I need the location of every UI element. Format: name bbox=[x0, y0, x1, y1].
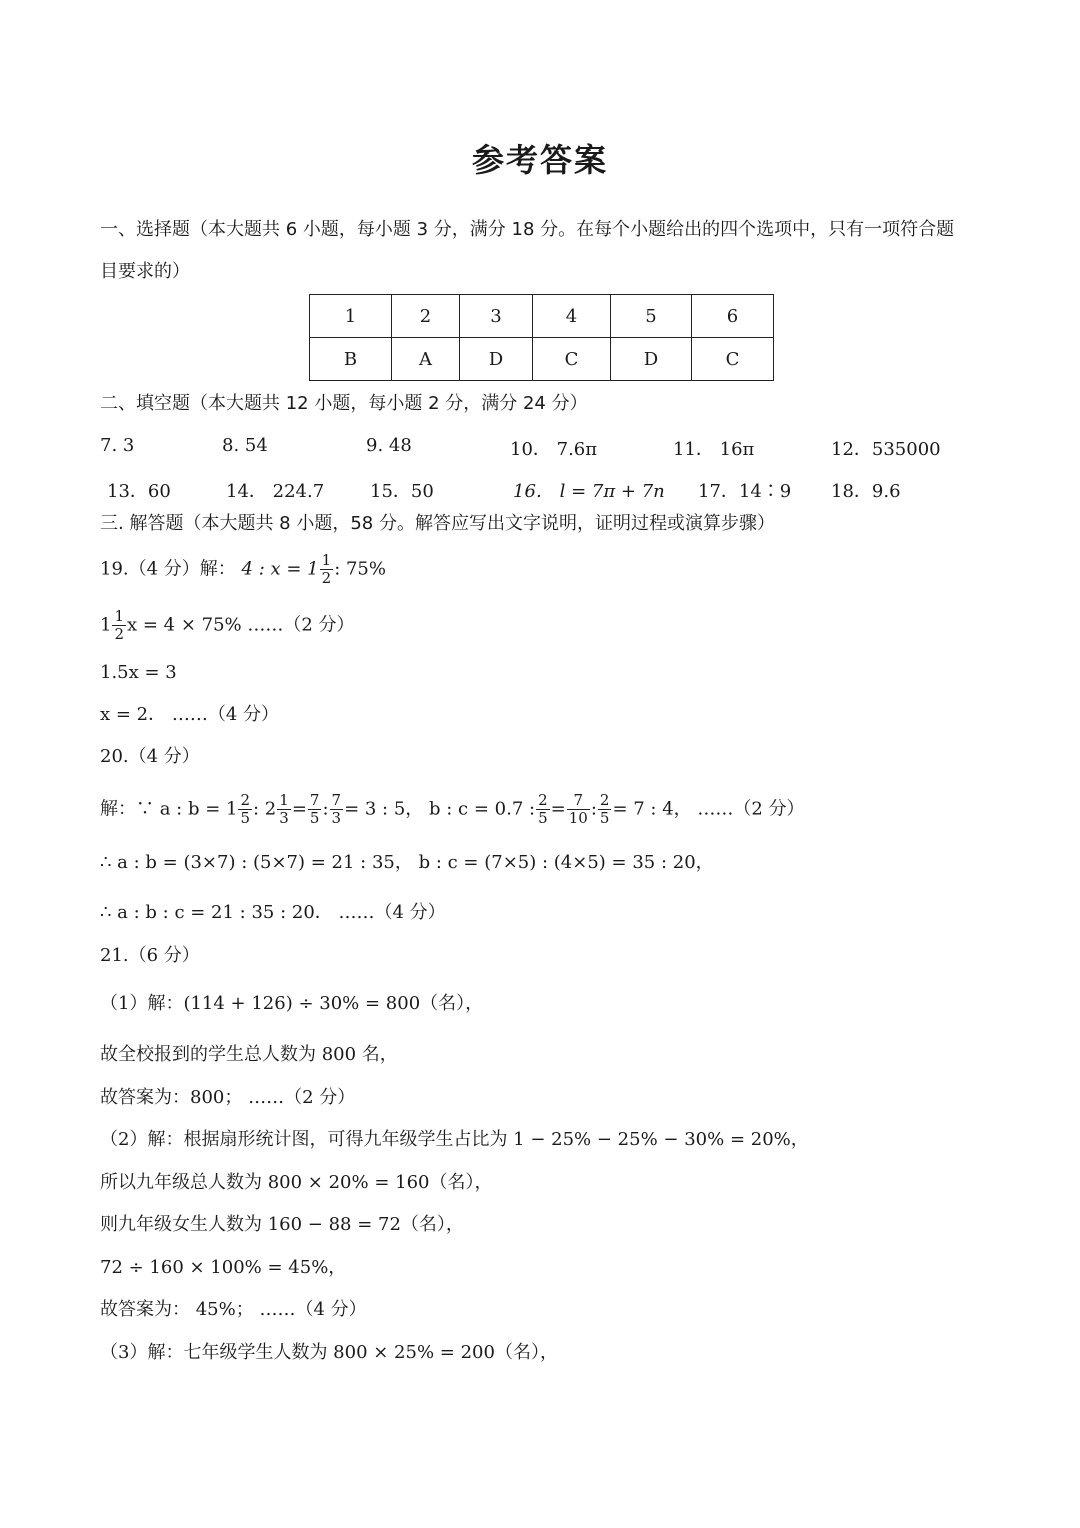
fraction-numerator: 7 bbox=[331, 791, 342, 809]
q21-part2: 故全校报到的学生总人数为 800 名， bbox=[100, 1044, 398, 1065]
fill-answer-10: 10． 7.6π bbox=[510, 439, 598, 460]
q21-part7: 72 ÷ 160 × 100% = 45%， bbox=[100, 1257, 347, 1278]
table-cell: B bbox=[310, 338, 392, 381]
q20-line1 bbox=[100, 792, 805, 827]
q20-text: = bbox=[550, 798, 566, 820]
fraction-denominator: 3 bbox=[331, 809, 342, 827]
section1-heading-line1: 一、选择题（本大题共 6 小题，每小题 3 分，满分 18 分。在每个小题给出的四个选项中，只有一项符合题 bbox=[100, 219, 955, 240]
q21-part6: 则九年级女生人数为 160 − 88 = 72（名）， bbox=[100, 1214, 464, 1235]
q19-step-part: x = 4 × 75% ……（2 分） bbox=[127, 614, 355, 636]
fraction-denominator: 10 bbox=[568, 809, 588, 827]
q19-equation bbox=[100, 552, 386, 587]
fraction bbox=[536, 792, 550, 827]
fraction-numerator: 1 bbox=[321, 551, 332, 569]
q20-text: = 3 : 5， b : c = 0.7 : bbox=[344, 798, 536, 820]
fraction-denominator: 2 bbox=[114, 625, 124, 643]
table-row-answers bbox=[310, 338, 774, 381]
fill-answer-12: 12．535000 bbox=[831, 439, 941, 460]
q21-part4: （2）解：根据扇形统计图，可得九年级学生占比为 1 − 25% − 25% − 30% = 20%， bbox=[100, 1129, 809, 1150]
table-cell: C bbox=[533, 338, 611, 381]
fraction bbox=[308, 792, 322, 827]
q19-eq-part: : 75% bbox=[334, 558, 386, 580]
fill-answer-14: 14． 224.7 bbox=[226, 481, 325, 502]
q21-part9: （3）解：七年级学生人数为 800 × 25% = 200（名）， bbox=[100, 1342, 558, 1363]
section3-heading: 三. 解答题（本大题共 8 小题，58 分。解答应写出文字说明，证明过程或演算步骤） bbox=[100, 513, 775, 534]
table-row-numbers bbox=[310, 295, 774, 338]
q21-part1: （1）解：(114 + 126) ÷ 30% = 800（名）， bbox=[100, 993, 484, 1014]
fraction-numerator: 7 bbox=[567, 792, 590, 810]
table-cell: 3 bbox=[460, 295, 533, 338]
fraction bbox=[238, 792, 252, 827]
table-cell: 5 bbox=[611, 295, 692, 338]
q19-step3: x = 2． ……（4 分） bbox=[100, 704, 280, 725]
fraction bbox=[277, 792, 291, 827]
fraction-denominator: 5 bbox=[240, 809, 251, 827]
fill-answer-9: 9. 48 bbox=[366, 435, 412, 456]
fraction-denominator: 5 bbox=[538, 809, 548, 827]
fraction-numerator: 1 bbox=[114, 607, 124, 625]
page-title: 参考答案 bbox=[471, 141, 608, 179]
q20-text: 解：∵ a : b = 1 bbox=[100, 798, 238, 820]
choice-answer-table bbox=[309, 294, 774, 381]
fraction-numerator: 2 bbox=[599, 791, 610, 809]
fraction bbox=[112, 608, 126, 643]
fraction-numerator: 2 bbox=[240, 791, 251, 809]
q21-part8: 故答案为： 45%； ……（4 分） bbox=[100, 1299, 367, 1320]
fraction-denominator: 5 bbox=[309, 809, 320, 827]
q20-label: 20.（4 分） bbox=[100, 746, 200, 767]
table-cell: C bbox=[692, 338, 774, 381]
fill-answer-13: 13．60 bbox=[107, 481, 171, 502]
q21-label: 21.（6 分） bbox=[100, 945, 200, 966]
fraction-numerator: 1 bbox=[279, 791, 289, 809]
q21-part3: 故答案为：800； ……（2 分） bbox=[100, 1087, 356, 1108]
table-cell: A bbox=[392, 338, 460, 381]
q20-text: : bbox=[322, 798, 329, 820]
fill-answer-18: 18．9.6 bbox=[831, 481, 901, 502]
q20-line2: ∴ a : b = (3×7) : (5×7) = 21 : 35， b : c = (7×5) : (4×5) = 35 : 20， bbox=[100, 852, 714, 873]
fraction bbox=[330, 792, 344, 827]
table-cell: D bbox=[611, 338, 692, 381]
table-cell: 2 bbox=[392, 295, 460, 338]
q20-text: : bbox=[590, 798, 597, 820]
q19-step2: 1.5x = 3 bbox=[100, 662, 177, 683]
fill-answer-16: 16． l = 7π + 7n bbox=[513, 481, 665, 502]
table-cell: 1 bbox=[310, 295, 392, 338]
section1-heading-line2: 目要求的） bbox=[100, 261, 190, 282]
fraction bbox=[567, 792, 590, 827]
fraction bbox=[320, 552, 334, 587]
q20-text: = bbox=[291, 798, 307, 820]
section2-heading: 二、填空题（本大题共 12 小题，每小题 2 分，满分 24 分） bbox=[100, 393, 588, 414]
fraction-numerator: 7 bbox=[309, 791, 320, 809]
fill-answer-8: 8. 54 bbox=[222, 435, 268, 456]
fill-answer-17: 17．14∶9 bbox=[698, 481, 792, 502]
fill-answer-7: 7. 3 bbox=[100, 435, 135, 456]
table-cell: 6 bbox=[692, 295, 774, 338]
table-cell: 4 bbox=[533, 295, 611, 338]
q21-part5: 所以九年级总人数为 800 × 20% = 160（名）， bbox=[100, 1172, 493, 1193]
fill-answer-15: 15．50 bbox=[370, 481, 434, 502]
fraction-numerator: 2 bbox=[538, 791, 548, 809]
q19-eq-part: 4 : x = 1 bbox=[241, 558, 319, 580]
q20-line3: ∴ a : b : c = 21 : 35 : 20． ……（4 分） bbox=[100, 902, 446, 923]
q19-step1 bbox=[100, 608, 355, 643]
q20-text: : 2 bbox=[253, 798, 277, 820]
fraction-denominator: 3 bbox=[279, 809, 289, 827]
fraction-denominator: 5 bbox=[599, 809, 610, 827]
fill-answer-11: 11． 16π bbox=[673, 439, 755, 460]
q20-text: = 7 : 4， ……（2 分） bbox=[612, 798, 805, 820]
table-cell: D bbox=[460, 338, 533, 381]
fraction-denominator: 2 bbox=[321, 569, 332, 587]
fraction bbox=[598, 792, 612, 827]
q19-label: 19.（4 分）解： bbox=[100, 558, 236, 580]
q19-step-part: 1 bbox=[100, 614, 112, 636]
